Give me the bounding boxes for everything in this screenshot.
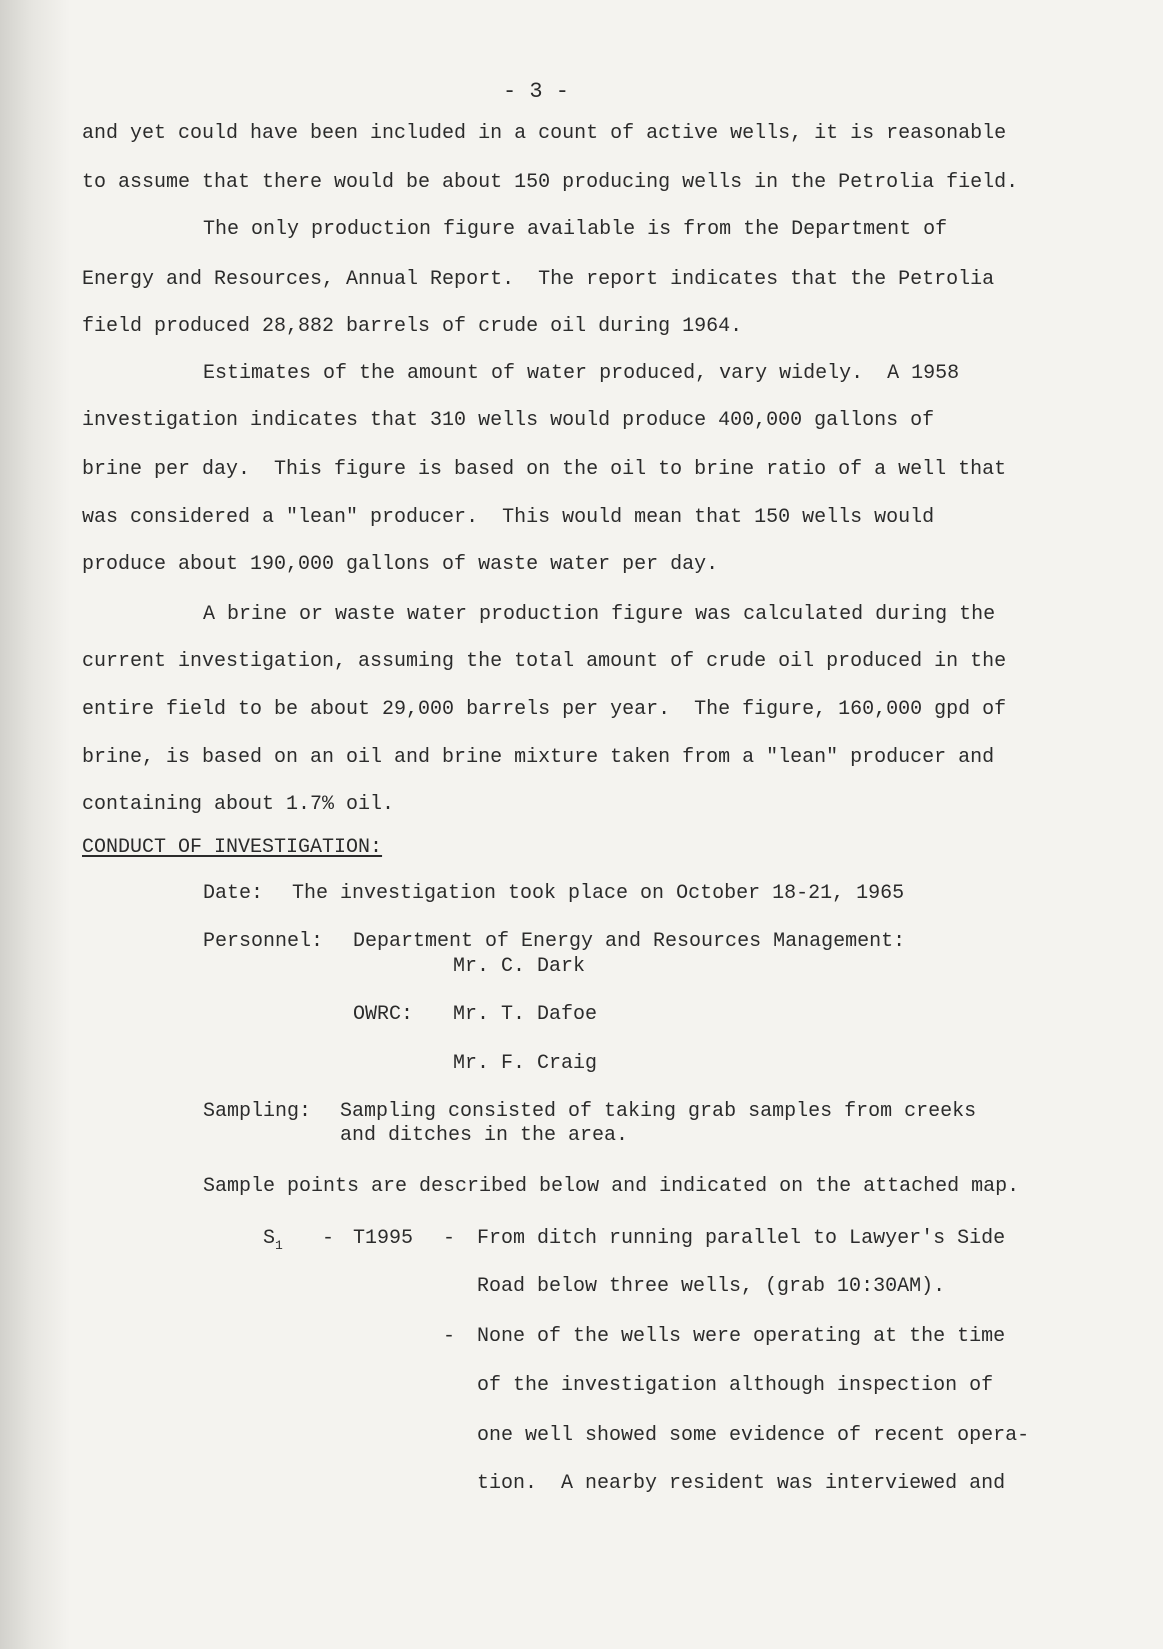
date-value: The investigation took place on October 18-21, 1965	[292, 882, 905, 905]
paragraph-4-line-2: current investigation, assuming the total amount of crude oil produced in the	[82, 650, 1007, 673]
sampling-line-1: Sampling consisted of taking grab samples from creeks	[340, 1100, 977, 1123]
sampling-line-2: and ditches in the area.	[340, 1124, 629, 1147]
personnel-department: Department of Energy and Resources Management:	[353, 930, 906, 953]
sample-description-line-2: Road below three wells, (grab 10:30AM).	[477, 1275, 946, 1298]
sample-code-dash: -	[443, 1227, 456, 1250]
page-number: - 3 -	[503, 79, 570, 104]
sample-label-letter: S	[263, 1227, 276, 1250]
paragraph-3-line-5: produce about 190,000 gallons of waste water per day.	[82, 553, 719, 576]
paragraph-2-line-3: field produced 28,882 barrels of crude oil during 1964.	[82, 315, 743, 338]
sample-note-line-1: None of the wells were operating at the time	[477, 1325, 1006, 1348]
paragraph-4-line-1: A brine or waste water production figure was calculated during the	[203, 603, 996, 626]
sample-note-line-3: one well showed some evidence of recent opera-	[477, 1424, 1030, 1447]
paragraph-3-line-3: brine per day. This figure is based on the oil to brine ratio of a well that	[82, 458, 1007, 481]
personnel-owrc-member-2: Mr. F. Craig	[453, 1052, 598, 1075]
personnel-owrc-member-1: Mr. T. Dafoe	[453, 1003, 598, 1026]
sample-note-line-2: of the investigation although inspection of	[477, 1374, 994, 1397]
paragraph-3-line-1: Estimates of the amount of water produced, vary widely. A 1958	[203, 362, 960, 385]
sampling-label: Sampling:	[203, 1100, 312, 1123]
sample-code: T1995	[353, 1227, 414, 1250]
sample-description-line-1: From ditch running parallel to Lawyer's Side	[477, 1227, 1006, 1250]
section-heading: CONDUCT OF INVESTIGATION:	[82, 836, 383, 859]
sample-note-dash: -	[443, 1325, 456, 1348]
paragraph-2-line-2: Energy and Resources, Annual Report. The report indicates that the Petrolia	[82, 268, 995, 291]
scan-edge-shadow	[0, 0, 70, 1649]
paragraph-4-line-4: brine, is based on an oil and brine mixture taken from a "lean" producer and	[82, 746, 995, 769]
paragraph-2-line-1: The only production figure available is from the Department of	[203, 218, 948, 241]
sample-label-subscript: 1	[275, 1238, 283, 1253]
sample-label	[263, 1227, 283, 1258]
paragraph-1-line-2: to assume that there would be about 150 producing wells in the Petrolia field.	[82, 171, 1019, 194]
personnel-owrc-label: OWRC:	[353, 1003, 414, 1026]
date-label: Date:	[203, 882, 264, 905]
sample-note-line-4: tion. A nearby resident was interviewed and	[477, 1472, 1006, 1495]
personnel-label: Personnel:	[203, 930, 324, 953]
paragraph-4-line-5: containing about 1.7% oil.	[82, 793, 395, 816]
paragraph-4-line-3: entire field to be about 29,000 barrels per year. The figure, 160,000 gpd of	[82, 698, 1007, 721]
paragraph-3-line-4: was considered a "lean" producer. This would mean that 150 wells would	[82, 506, 935, 529]
sample-dash: -	[322, 1227, 335, 1250]
paragraph-1-line-1: and yet could have been included in a count of active wells, it is reasonable	[82, 122, 1007, 145]
personnel-department-member: Mr. C. Dark	[453, 955, 586, 978]
paragraph-3-line-2: investigation indicates that 310 wells would produce 400,000 gallons of	[82, 409, 935, 432]
sample-intro: Sample points are described below and indicated on the attached map.	[203, 1175, 1020, 1198]
